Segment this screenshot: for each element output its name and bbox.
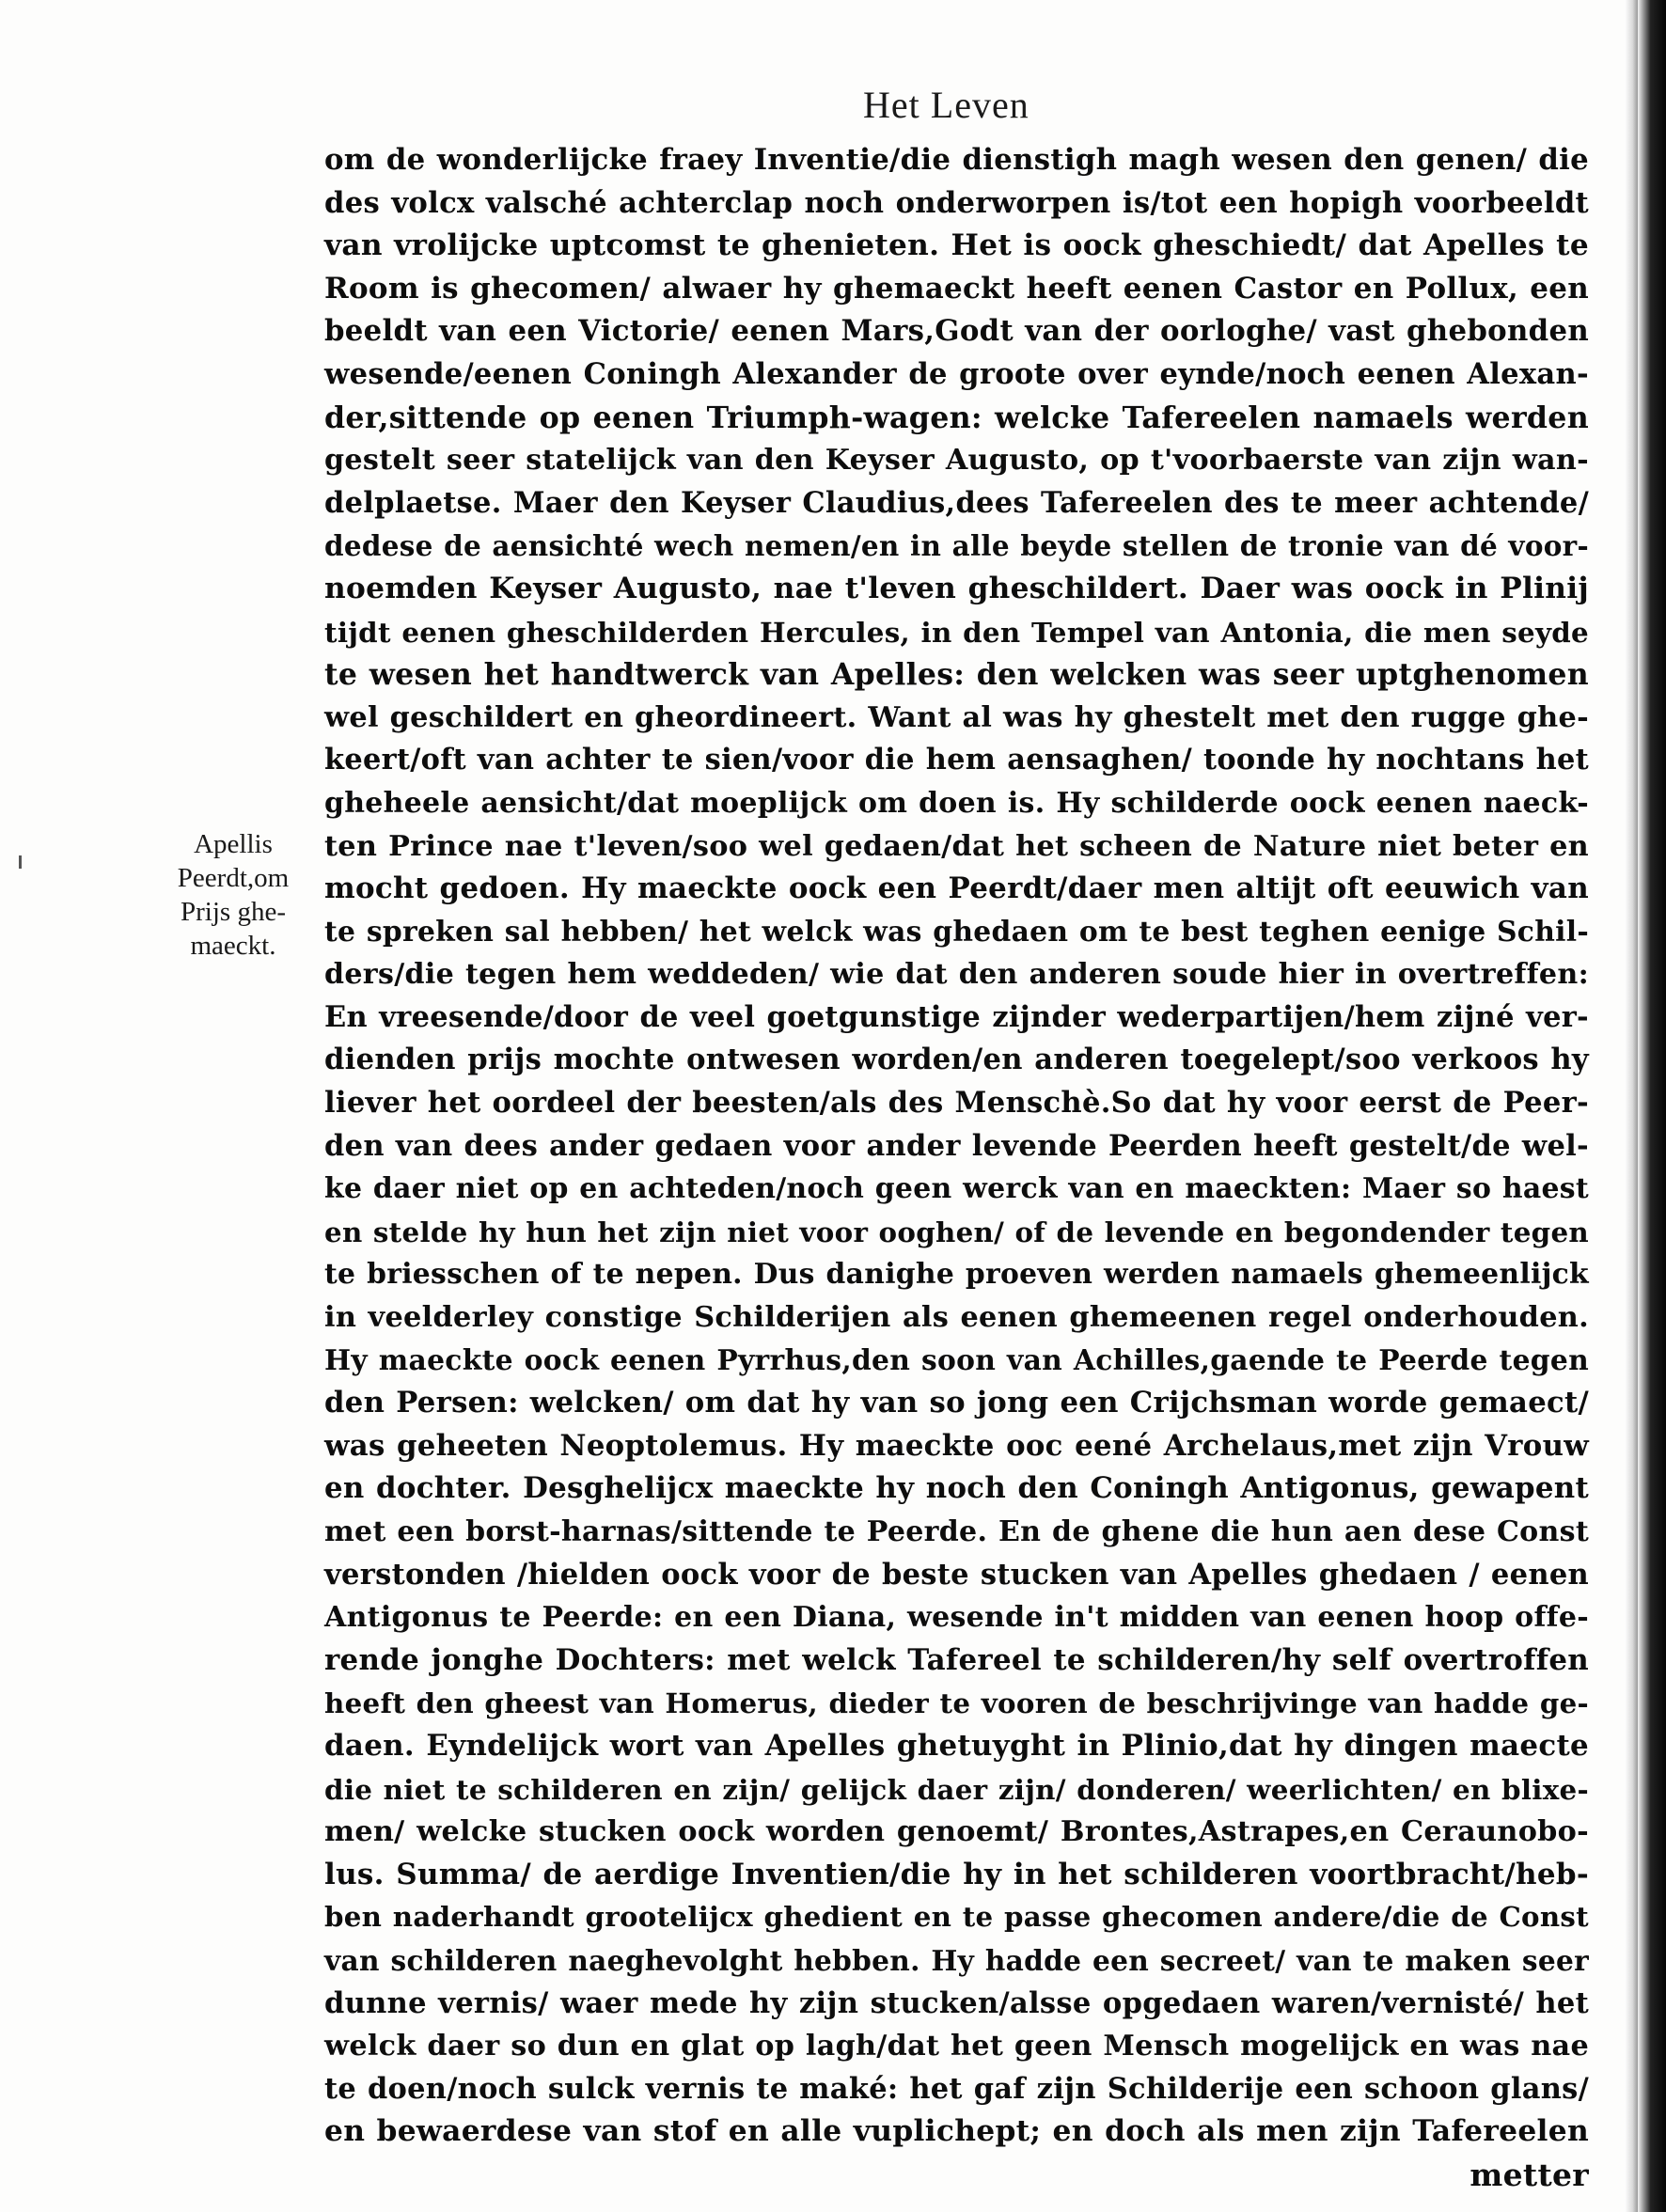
text-line: te spreken sal hebben/ het welck was ghedaen om te best teghen eenige Schil- [324, 915, 1589, 949]
text-line: Antigonus te Peerde: en een Diana, wesende in't midden van eenen hoop offe- [324, 1601, 1589, 1635]
text-line: ders/die tegen hem weddeden/ wie dat den anderen soude hier in overtreffen: [324, 958, 1589, 992]
text-line: Hy maeckte oock eenen Pyrrhus,den soon van Achilles,gaende te Peerde tegen [324, 1343, 1589, 1377]
text-line: gestelt seer statelijck van den Keyser Augusto, op t'voorbaerste van zijn wan- [324, 444, 1589, 478]
text-line: van vrolijcke uptcomst te ghenieten. Het is oock gheschiedt/ dat Apelles te [324, 228, 1589, 263]
text-line: lus. Summa/ de aerdige Inventien/die hy in het schilderen voortbracht/heb- [324, 1857, 1589, 1891]
text-line: daen. Eyndelijck wort van Apelles ghetuyght in Plinio,dat hy dingen maecte [324, 1728, 1589, 1763]
marginal-note-line: Peerdt,om [177, 863, 290, 893]
text-line: des volcx valsché achterclap noch onderworpen is/tot een hopigh voorbeeldt [324, 185, 1589, 220]
text-line: en bewaerdese van stof en alle vuplichept; en doch als men zijn Tafereelen [324, 2114, 1589, 2149]
text-line: en dochter. Desghelijcx maeckte hy noch den Coningh Antigonus, gewapent [324, 1471, 1589, 1506]
text-line: beeldt van een Victorie/ eenen Mars,Godt van der oorloghe/ vast ghebonden [324, 314, 1589, 349]
text-line: en stelde hy hun het zijn niet voor ooghen/ of de levende en begondender tegen [324, 1215, 1589, 1248]
text-line: dunne vernis/ waer mede hy zijn stucken/alsse opgedaen waren/vernisté/ het [324, 1985, 1589, 2020]
text-line: keert/oft van achter te sien/voor die hem aensaghen/ toonde hy nochtans het [324, 743, 1589, 777]
ink-speck [19, 855, 22, 869]
text-line: ben naderhandt grootelijcx ghedient en te passe ghecomen andere/die de Const [324, 1901, 1589, 1934]
text-line: mocht gedoen. Hy maeckte oock een Peerdt/daer men altijt oft eeuwich van [324, 871, 1589, 906]
text-line: wesende/eenen Coningh Alexander de groote over eynde/noch eenen Alexan- [324, 356, 1589, 391]
text-line: En vreesende/door de veel goetgunstige zijnder wederpartijen/hem zijné ver- [324, 999, 1589, 1034]
text-line: was geheeten Neoptolemus. Hy maeckte ooc eené Archelaus,met zijn Vrouw [324, 1428, 1589, 1463]
text-line: wel geschildert en gheordineert. Want al was hy ghestelt met den rugge ghe- [324, 700, 1589, 734]
text-line: met een borst-harnas/sittende te Peerde. En de ghene die hun aen dese Const [324, 1515, 1589, 1548]
text-line: liever het oordeel der beesten/als des Menschè.So dat hy voor eerst de Peer- [324, 1086, 1589, 1121]
text-line: te briesschen of te nepen. Dus danighe proeven werden namaels ghemeenlijck [324, 1258, 1589, 1292]
text-line: in veelderley constige Schilderijen als eenen ghemeenen regel onderhouden. [324, 1301, 1589, 1335]
text-line: noemden Keyser Augusto, nae t'leven gheschildert. Daer was oock in Plinij [324, 571, 1589, 605]
text-line: men/ welcke stucken oock worden genoemt/ Brontes,Astrapes,en Ceraunobo- [324, 1815, 1589, 1849]
text-line: welck daer so dun en glat op lagh/dat het geen Mensch mogelijck en was nae [324, 2030, 1589, 2063]
text-line: ten Prince nae t'leven/soo wel gedaen/dat het scheen de Nature niet beter en [324, 829, 1589, 863]
text-line: die niet te schilderen en zijn/ gelijck daer zijn/ donderen/ weerlichten/ en blixe- [324, 1772, 1589, 1806]
catchword: metter [1470, 2156, 1589, 2193]
text-line: ke daer niet op en achteden/noch geen werck van en maeckten: Maer so haest [324, 1172, 1589, 1206]
text-line: rende jonghe Dochters: met welck Tafereel te schilderen/hy self overtroffen [324, 1642, 1589, 1677]
text-line: den Persen: welcken/ om dat hy van so jong een Crijchsman worde gemaect/ [324, 1386, 1589, 1420]
text-line: om de wonderlijcke fraey Inventie/die dienstigh magh wesen den genen/ die [324, 143, 1589, 177]
page-edge-shadow [1625, 0, 1638, 2212]
text-line: dienden prijs mochte ontwesen worden/en anderen toegelept/soo verkoos hy [324, 1043, 1589, 1077]
text-line: delplaetse. Maer den Keyser Claudius,dees Tafereelen des te meer achtende/ [324, 485, 1589, 520]
marginal-note [158, 827, 308, 963]
marginal-note-line: Apellis [194, 829, 273, 859]
text-line: Room is ghecomen/ alwaer hy ghemaeckt heeft eenen Castor en Pollux, een [324, 271, 1589, 306]
text-line: te wesen het handtwerck van Apelles: den welcken was seer uptghenomen [324, 657, 1589, 693]
text-line: der,sittende op eenen Triumph-wagen: welcke Tafereelen namaels werden [324, 400, 1589, 435]
text-line: den van dees ander gedaen voor ander levende Peerden heeft gestelt/de wel- [324, 1128, 1589, 1163]
marginal-note-line: maeckt. [190, 931, 276, 961]
text-line: heeft den gheest van Homerus, dieder te vooren de beschrijvinge van hadde ge- [324, 1686, 1589, 1720]
marginal-note-line: Prijs ghe- [181, 897, 286, 927]
text-line: tijdt eenen gheschilderden Hercules, in den Tempel van Antonia, die men seyde [324, 615, 1589, 649]
running-head: Het Leven [863, 84, 1029, 126]
text-line: gheheele aensicht/dat moeplijck om doen is. Hy schilderde oock eenen naeck- [324, 786, 1589, 820]
text-line: van schilderen naeghevolght hebben. Hy hadde een secreet/ van te maken seer [324, 1943, 1589, 1977]
page-binding-edge [1638, 0, 1666, 2212]
text-line: verstonden /hielden oock voor de beste stucken van Apelles ghedaen / eenen [324, 1557, 1589, 1592]
text-line: dedese de aensichté wech nemen/en in alle beyde stellen de tronie van dé voor- [324, 529, 1589, 563]
text-line: te doen/noch sulck vernis te maké: het gaf zijn Schilderije een schoon glans/ [324, 2071, 1589, 2106]
body-text [324, 139, 1589, 2197]
